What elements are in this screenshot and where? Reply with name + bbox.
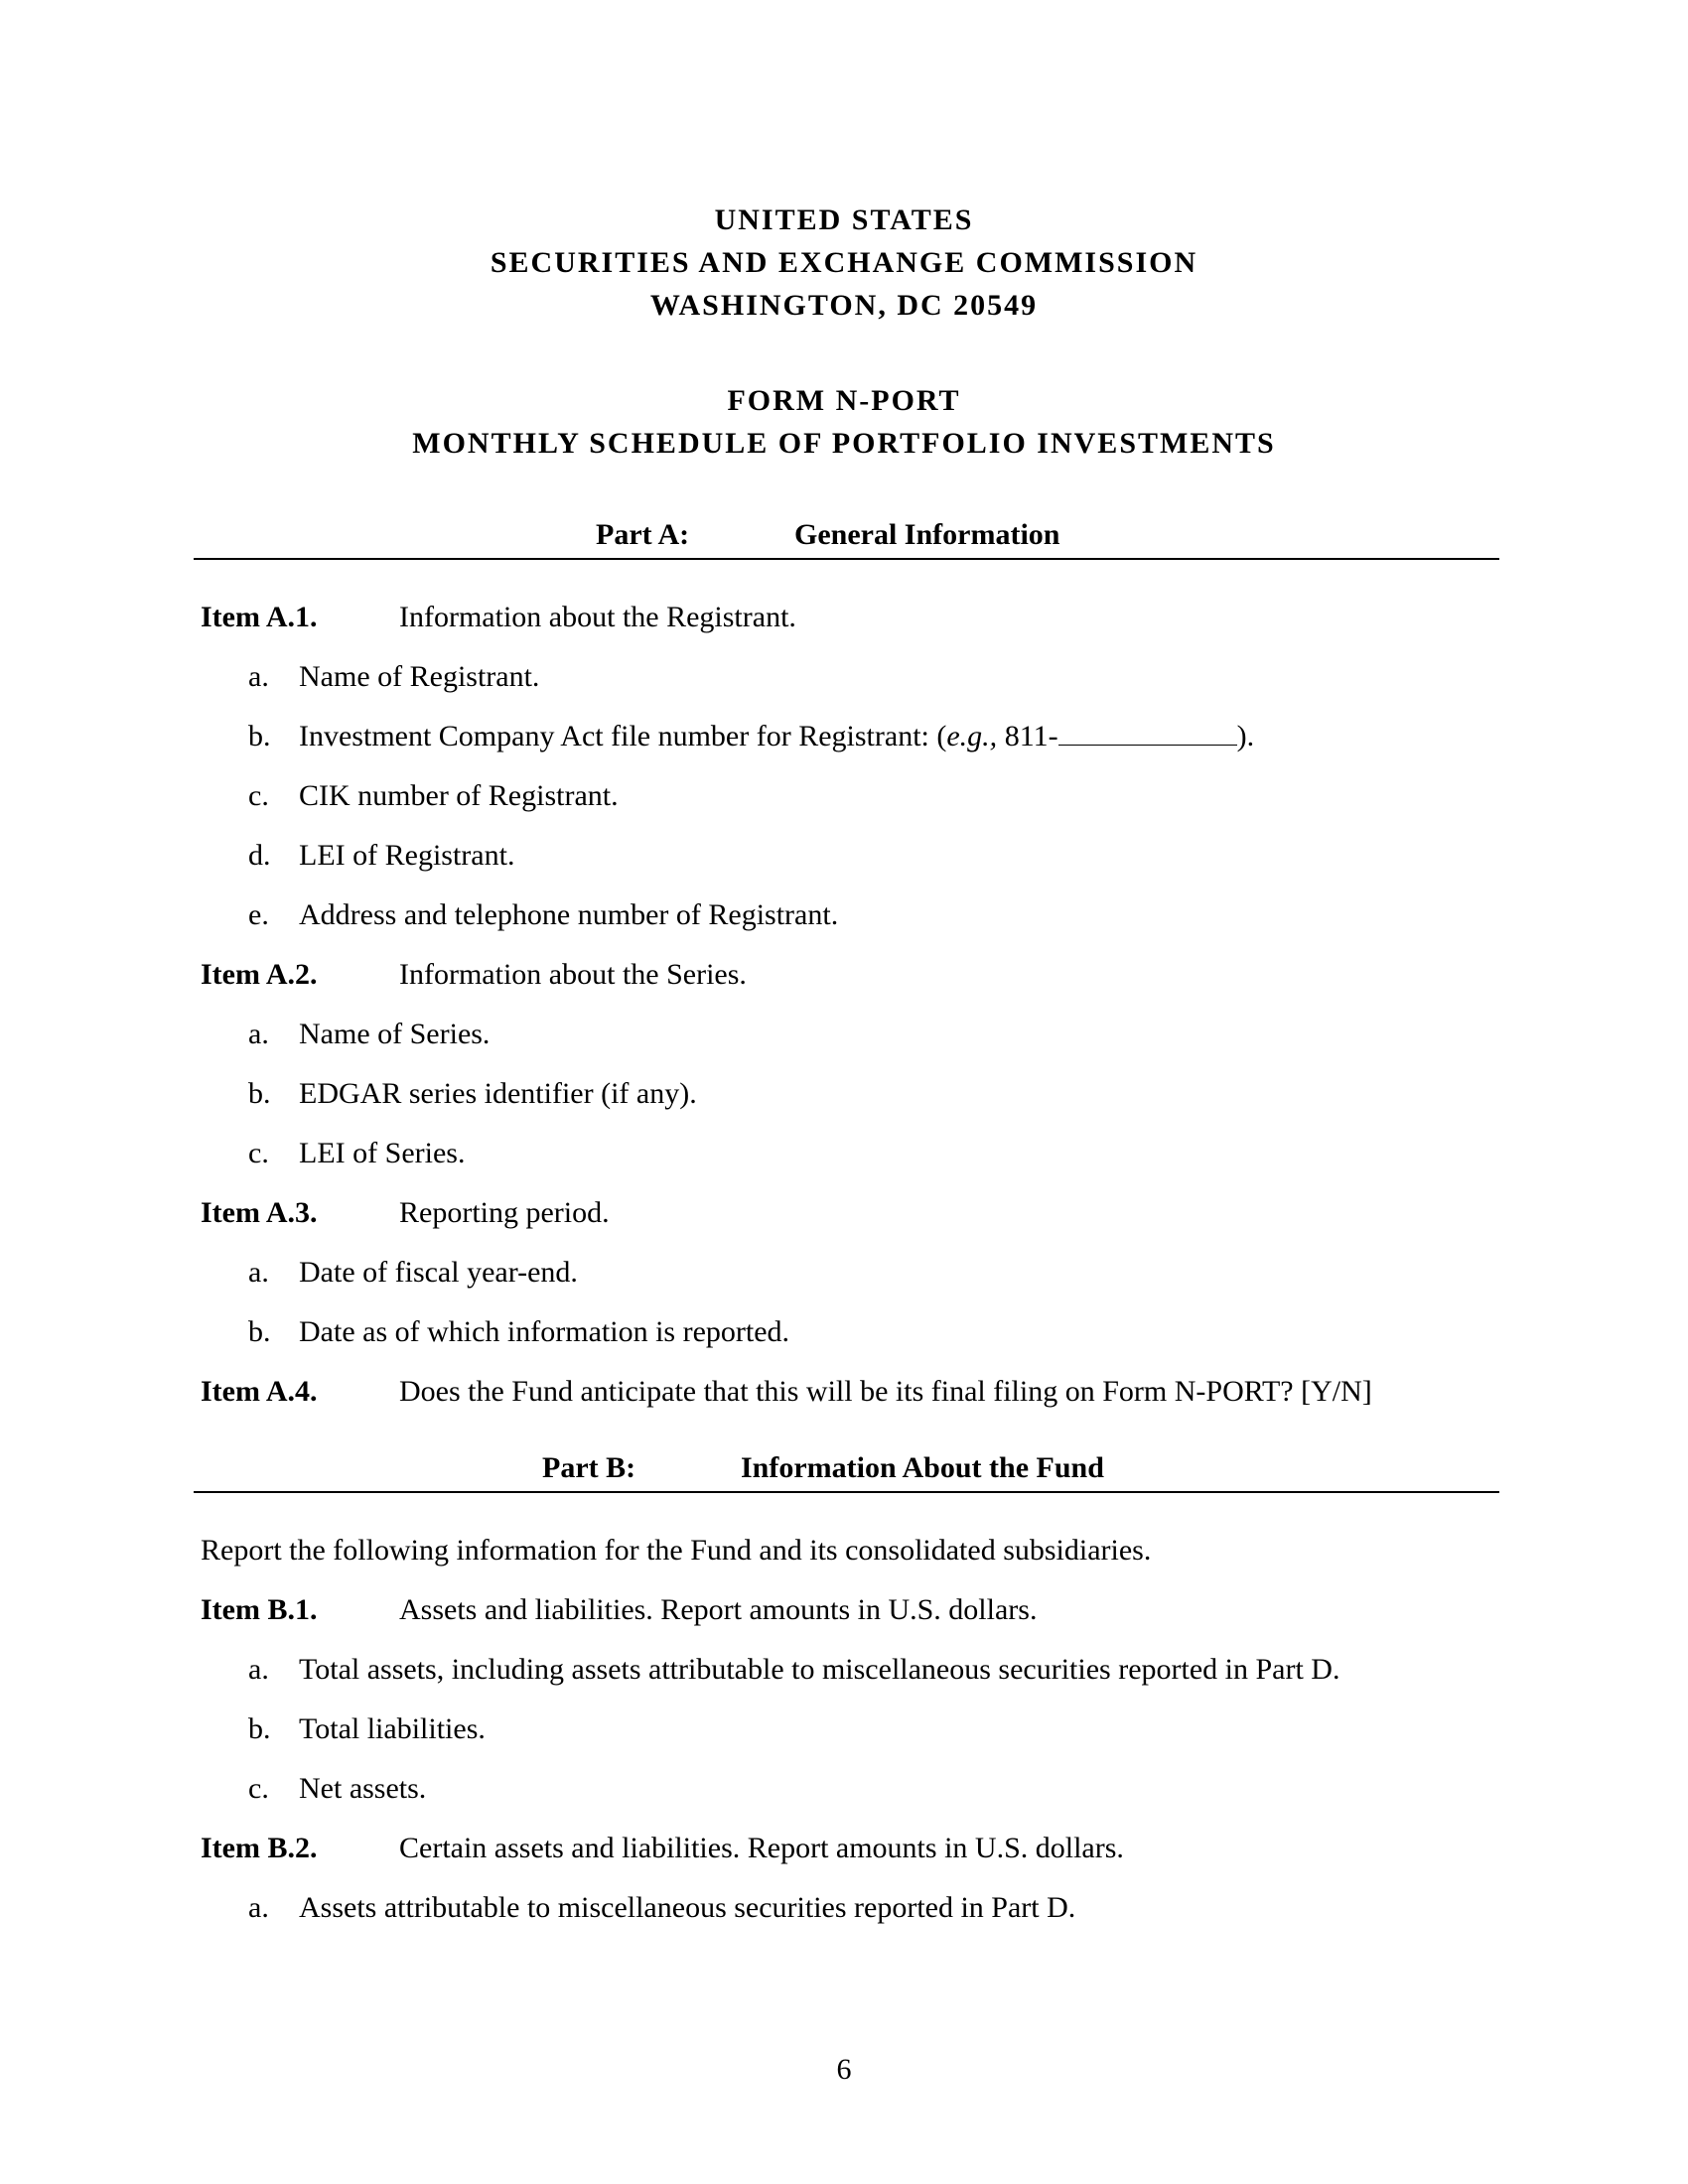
part-b-intro: Report the following information for the Fund and its consolidated subsidiaries. (201, 1534, 1152, 1567)
item-a2-sub-letter: b. (248, 1077, 271, 1110)
part-a-label: Part A: (596, 518, 690, 551)
item-a3-sub-letter: a. (248, 1256, 269, 1289)
item-a1-file-number-text (299, 720, 1254, 753)
item-a2-sub-text: Name of Series. (299, 1018, 491, 1050)
header-address: WASHINGTON, DC 20549 (649, 289, 1039, 322)
item-a3-sub-letter: b. (248, 1315, 271, 1348)
file-number-eg: e.g., (946, 720, 998, 752)
header-agency: SECURITIES AND EXCHANGE COMMISSION (490, 246, 1198, 279)
item-a1-sub-letter: b. (248, 720, 271, 752)
item-b1-sub-letter: c. (248, 1772, 269, 1805)
item-a1-sub-letter: e. (248, 898, 269, 931)
file-number-mid: 811- (997, 720, 1058, 752)
item-a2-sub-letter: a. (248, 1018, 269, 1050)
item-a2-text: Information about the Series. (399, 958, 747, 991)
item-b2-label: Item B.2. (201, 1832, 318, 1864)
item-a1-sub-letter: d. (248, 839, 271, 872)
page-number: 6 (836, 2053, 852, 2086)
item-a4-label: Item A.4. (201, 1375, 318, 1408)
item-a4-text: Does the Fund anticipate that this will be its final filing on Form N-PORT? [Y/N] (399, 1375, 1372, 1408)
item-b1-sub-letter: a. (248, 1653, 269, 1686)
form-subtitle: MONTHLY SCHEDULE OF PORTFOLIO INVESTMENTS (412, 427, 1276, 460)
item-a3-sub-text: Date as of which information is reported. (299, 1315, 790, 1348)
item-a2-sub-text: LEI of Series. (299, 1137, 466, 1169)
item-b2-text: Certain assets and liabilities. Report amounts in U.S. dollars. (399, 1832, 1124, 1864)
item-a2-sub-text: EDGAR series identifier (if any). (299, 1077, 697, 1110)
item-a1-sub-letter: a. (248, 660, 269, 693)
item-a2-sub-letter: c. (248, 1137, 269, 1169)
item-b2-sub-letter: a. (248, 1891, 269, 1924)
part-b-divider (194, 1491, 1499, 1493)
item-a1-label: Item A.1. (201, 601, 318, 633)
file-number-blank (1058, 723, 1237, 746)
file-number-prefix: Investment Company Act file number for Registrant: ( (299, 720, 947, 752)
item-a1-sub-letter: c. (248, 779, 269, 812)
part-b-title: Information About the Fund (741, 1451, 1104, 1484)
item-b1-sub-letter: b. (248, 1712, 271, 1745)
item-b2-sub-text: Assets attributable to miscellaneous securities reported in Part D. (299, 1891, 1076, 1924)
form-title: FORM N-PORT (727, 384, 961, 417)
item-b1-label: Item B.1. (201, 1593, 318, 1626)
item-b1-sub-text: Total assets, including assets attributable to miscellaneous securities reported in Part D. (299, 1653, 1340, 1686)
item-b1-text: Assets and liabilities. Report amounts in U.S. dollars. (399, 1593, 1038, 1626)
item-a1-sub-text: Address and telephone number of Registrant. (299, 898, 839, 931)
header-country: UNITED STATES (714, 204, 974, 236)
item-a3-text: Reporting period. (399, 1196, 610, 1229)
item-a3-sub-text: Date of fiscal year-end. (299, 1256, 578, 1289)
item-a1-text: Information about the Registrant. (399, 601, 796, 633)
item-a1-sub-text: Name of Registrant. (299, 660, 540, 693)
item-a3-label: Item A.3. (201, 1196, 318, 1229)
file-number-suffix: ). (1236, 720, 1255, 752)
part-a-divider (194, 558, 1499, 560)
part-b-label: Part B: (542, 1451, 636, 1484)
item-a1-sub-text: LEI of Registrant. (299, 839, 515, 872)
item-b1-sub-text: Total liabilities. (299, 1712, 486, 1745)
item-a2-label: Item A.2. (201, 958, 318, 991)
item-b1-sub-text: Net assets. (299, 1772, 427, 1805)
part-a-title: General Information (794, 518, 1060, 551)
item-a1-sub-text: CIK number of Registrant. (299, 779, 619, 812)
